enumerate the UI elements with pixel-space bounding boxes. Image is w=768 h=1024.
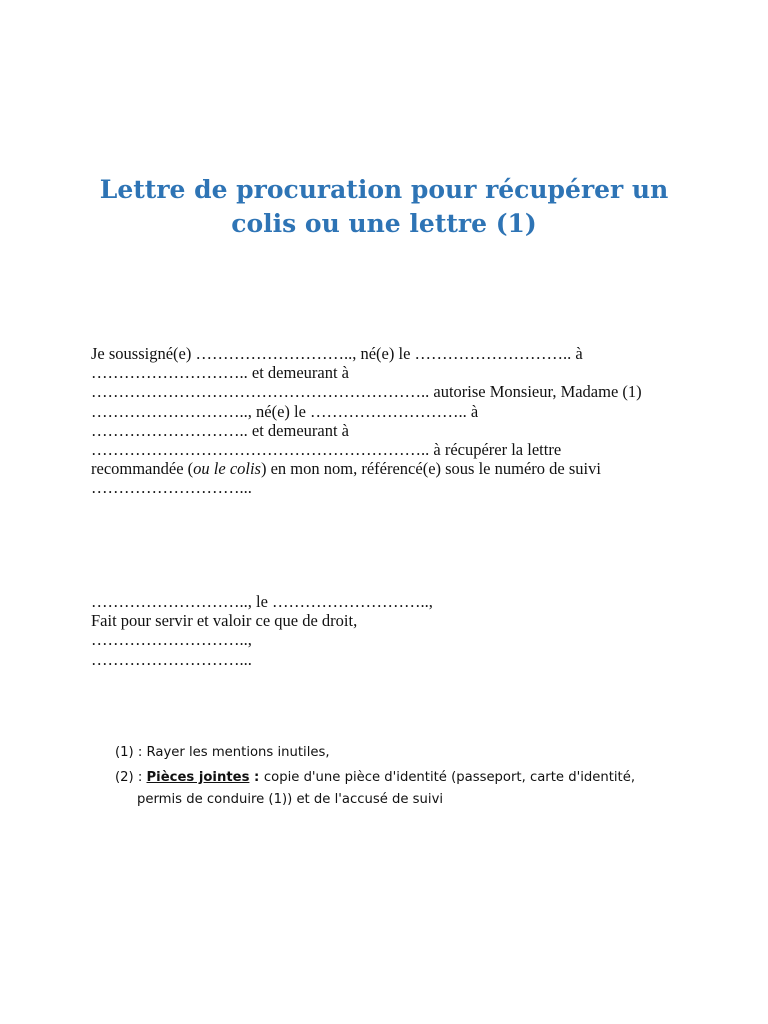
footnotes	[115, 745, 735, 807]
closing-block	[91, 592, 691, 669]
footnote-1: (1) : Rayer les mentions inutiles,	[115, 745, 330, 760]
body-line-7-end: ) en mon nom, référencé(e) sous le numéro de suivi	[260, 459, 601, 479]
closing-formula: Fait pour servir et valoir ce que de droit,	[91, 611, 358, 631]
body-line-7-italic: ou le colis	[193, 459, 261, 479]
body-line-6: …………………………………………………….. à récupérer la lettre	[91, 440, 562, 460]
footnote-2-prefix: (2) :	[115, 770, 147, 785]
closing-blank-2: ………………………...	[91, 649, 252, 669]
title-line-2: colis ou une lettre (1)	[231, 209, 537, 238]
body-line-1: Je soussigné(e) ……………………….., né(e) le ……………………….. à	[91, 344, 583, 363]
body-line-7-start: recommandée (	[91, 459, 194, 479]
body-line-5: ……………………….. et demeurant à	[91, 420, 349, 440]
document-title	[60, 173, 708, 241]
body-line-2: ……………………….. et demeurant à	[91, 363, 349, 383]
body-line-4: ……………………….., né(e) le ……………………….. à	[91, 401, 479, 421]
body-line-7	[91, 459, 691, 478]
footnote-2-colon: :	[249, 770, 264, 785]
footnote-2-text: copie d'une pièce d'identité (passeport, carte d'identité,	[263, 770, 636, 785]
procuration-body	[91, 344, 691, 498]
footnote-2-continuation: permis de conduire (1)) et de l'accusé de suivi	[137, 792, 444, 807]
footnote-2	[115, 770, 735, 785]
footnote-2-label: Pièces jointes	[146, 770, 250, 785]
body-line-3: …………………………………………………….. autorise Monsieur, Madame (1)	[91, 382, 642, 402]
body-line-8: ………………………...	[91, 478, 252, 498]
closing-blank-1: ………………………..,	[91, 630, 252, 650]
title-line-1: Lettre de procuration pour récupérer un	[99, 175, 669, 204]
closing-place-date: ……………………….., le ………………………..,	[91, 592, 433, 611]
